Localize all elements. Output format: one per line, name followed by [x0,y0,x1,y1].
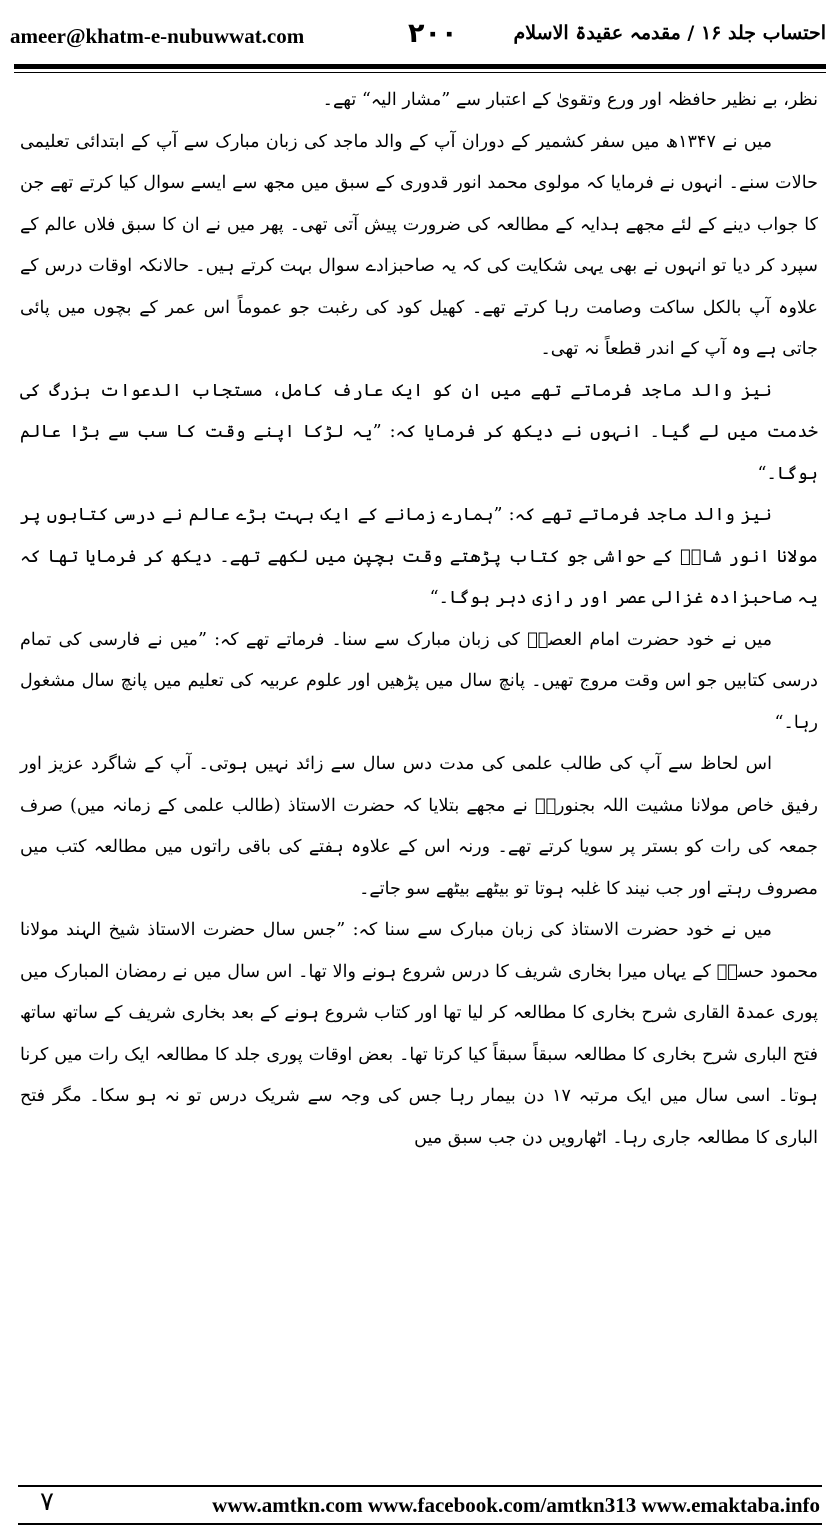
header-rule-thick [14,64,826,69]
header-book-title: احتساب جلد ۱۶ / مقدمہ عقیدۃ الاسلام [513,22,826,44]
page-header [10,18,830,58]
paragraph: میں نے خود حضرت امام العصرؒ کی زبان مبارک سے سنا۔ فرماتے تھے کہ: ”میں نے فارسی کی تمام درسی کتابیں جو اس وقت مروج تھیں۔ پانچ سال میں پڑھیں اور علوم عربیہ کی تعلیم میں پانچ سال مشغول رہا۔“ [20,629,818,733]
paragraph: نیز والد ماجد فرماتے تھے میں ان کو ایک عارف کامل، مستجاب الدعوات بزرگ کی خدمت میں لے گیا۔ انہوں نے دیکھ کر فرمایا کہ: ”یہ لڑکا اپنے وقت کا سب سے بڑا عالم ہوگا۔“ [20,380,818,484]
paragraph: نظر، بے نظیر حافظہ اور ورع وتقویٰ کے اعتبار سے ”مشار الیہ“ تھے۔ [322,90,818,110]
footer-rule-bottom [18,1523,822,1525]
paragraph: نیز والد ماجد فرماتے تھے کہ: ”ہمارے زمانے کے ایک بہت بڑے عالم نے درسی کتابوں پر مولانا انور شاہؒ کے حواشی جو کتاب پڑھتے وقت بچپن میں لکھے تھے۔ دیکھ کر فرمایا تھا کہ یہ صاحبزادہ غزالی عصر اور رازی دہر ہوگا۔“ [20,505,818,608]
paragraph: اس لحاظ سے آپ کی طالب علمی کی مدت دس سال سے زائد نہیں ہوتی۔ آپ کے شاگرد عزیز اور رفیق خاص مولانا مشیت اللہ بجنوریؒ نے مجھے بتلایا کہ حضرت الاستاذ (طالب علمی کے زمانہ میں) صرف جمعہ کی رات کو بستر پر سویا کرتے تھے۔ ورنہ اس کے علاوہ ہفتے کی باقی راتوں میں مطالعہ کتب میں مصروف رہتے اور جب نیند کا غلبہ ہوتا تو بیٹھے بیٹھے سو جاتے۔ [20,754,818,899]
footer-links[interactable]: www.amtkn.com www.facebook.com/amtkn313 www.emaktaba.info [212,1493,820,1517]
paragraph: میں نے ۱۳۴۷ھ میں سفر کشمیر کے دوران آپ کے والد ماجد کی زبان مبارک سے آپ کے ابتدائی تعلیمی حالات سنے۔ انہوں نے فرمایا کہ مولوی محمد انور قدوری کے سبق میں مجھ سے ایسے سوال کیا کرتے تھے جن کا جواب دینے کے لئے مجھے ہدایہ کے مطالعہ کی ضرورت پیش آتی تھی۔ پھر میں نے ان کا سبق فلاں عالم کے سپرد کر دیا تو انہوں نے بھی یہی شکایت کی کہ یہ صاحبزادے سوال بہت کرتے ہیں۔ حالانکہ اوقات درس کے علاوہ آپ بالکل ساکت وصامت رہا کرتے تھے۔ کھیل کود کی رغبت جو عموماً اس عمر کے بچوں میں پائی جاتی ہے وہ آپ کے اندر قطعاً نہ تھی۔ [20,131,818,359]
body-text [20,80,818,1159]
footer-page-marker: ۷ [40,1487,54,1517]
paragraph: میں نے خود حضرت الاستاذ کی زبان مبارک سے سنا کہ: ”جس سال حضرت الاستاذ شیخ الہند مولانا محمود حسنؒ کے یہاں میرا بخاری شریف کا درس شروع ہونے والا تھا۔ اس سال میں نے رمضان المبارک میں پوری عمدۃ القاری شرح بخاری کا مطالعہ کر لیا تھا اور کتاب شروع ہونے کے بعد بخاری شریف کے ساتھ ساتھ فتح الباری شرح بخاری کا مطالعہ سبقاً سبقاً کیا کرتا تھا۔ بعض اوقات پوری جلد کا مطالعہ ایک رات میں کرنا ہوتا۔ اسی سال میں ایک مرتبہ ۱۷ دن بیمار رہا جس کی وجہ سے شریک درس تو نہ ہو سکا۔ مگر فتح الباری کا مطالعہ جاری رہا۔ اٹھارویں دن جب سبق میں [20,920,818,1148]
page-footer [0,1485,840,1530]
footer-rule-top [18,1485,822,1487]
header-rule-thin [14,72,826,73]
header-page-number: ۲۰۰ [408,18,458,49]
header-email: ameer@khatm-e-nubuwwat.com [10,24,305,48]
